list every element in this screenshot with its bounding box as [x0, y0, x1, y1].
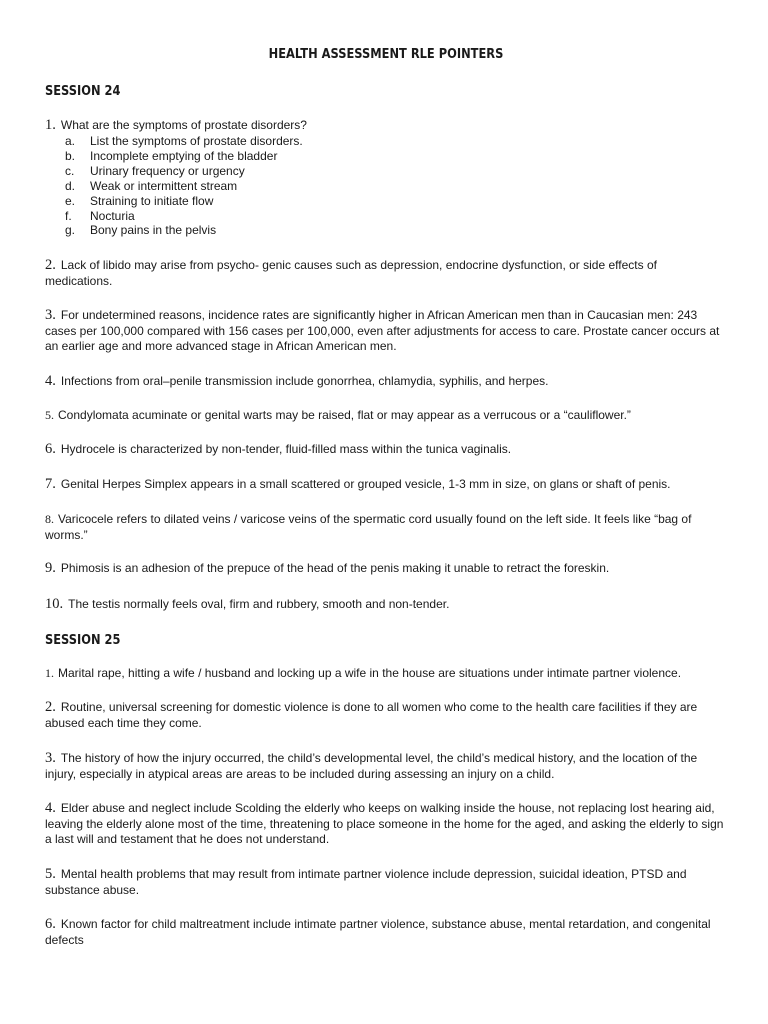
- list-letter: g.: [65, 223, 76, 238]
- item-number: 3.: [45, 307, 56, 323]
- list-letter: f.: [65, 208, 72, 223]
- item-text: Marital rape, hitting a wife / husband and locking up a wife in the house are situations under intimate partner violence.: [58, 666, 682, 680]
- list-item: [65, 134, 303, 149]
- item-number: 5.: [45, 408, 54, 422]
- item-number: 7.: [45, 476, 56, 492]
- s24-item-10: [45, 597, 727, 613]
- list-letter: b.: [65, 148, 76, 163]
- item-number: 5.: [45, 866, 56, 882]
- s24-item-1: [45, 118, 727, 134]
- item-text: What are the symptoms of prostate disorders?: [60, 118, 307, 132]
- item-text: Mental health problems that may result from intimate partner violence include depression, suicidal ideation, PTSD and substance abuse.: [45, 867, 687, 897]
- item-text: Infections from oral–penile transmission include gonorrhea, chlamydia, syphilis, and herpes.: [60, 374, 549, 388]
- item-number: 4.: [45, 373, 56, 389]
- list-text: Weak or intermittent stream: [90, 178, 238, 193]
- s25-item-4: [45, 801, 727, 848]
- session-24-heading: SESSION 24: [45, 84, 121, 99]
- list-item: [65, 223, 303, 238]
- s25-item-2: [45, 700, 727, 731]
- list-text: Urinary frequency or urgency: [90, 163, 245, 178]
- item-text: Known factor for child maltreatment include intimate partner violence, substance abuse, mental retardation, and congenital defects: [45, 917, 711, 947]
- list-item: [65, 209, 303, 224]
- item-number: 1.: [45, 666, 54, 680]
- s25-item-5: [45, 867, 727, 898]
- list-text: Straining to initiate flow: [90, 193, 214, 208]
- item-number: 2.: [45, 257, 56, 273]
- item-text: Elder abuse and neglect include Scolding the elderly who keeps on walking inside the house, not replacing lost hearing aid, leaving the elderly alone most of the time, threatening to place someone in the home for the aged, and asking the elderly to sign a last will and testament that he does not understand.: [45, 801, 724, 846]
- item-number: 8.: [45, 512, 54, 526]
- item-text: Genital Herpes Simplex appears in a small scattered or grouped vesicle, 1-3 mm in size, on glans or shaft of penis.: [60, 477, 671, 491]
- session-25-heading: SESSION 25: [45, 633, 121, 648]
- item-number: 4.: [45, 800, 56, 816]
- s24-item-9: [45, 561, 727, 577]
- list-text: Nocturia: [90, 208, 135, 223]
- list-item: [65, 164, 303, 179]
- list-text: Bony pains in the pelvis: [90, 223, 217, 238]
- item-text: For undetermined reasons, incidence rates are significantly higher in African American men than in Caucasian men: 243 cases per 100,000 compared with 156 cases per 100,000, even after adjustments for access to care. Prostate cancer occurs at an earlier age and more advanced stage in African American men.: [45, 308, 720, 353]
- list-text: List the symptoms of prostate disorders.: [90, 134, 303, 148]
- list-item: [65, 149, 303, 164]
- item-number: 10.: [45, 596, 64, 612]
- item-number: 1.: [45, 117, 56, 133]
- item-text: The testis normally feels oval, firm and rubbery, smooth and non-tender.: [68, 597, 450, 611]
- s24-item-3: [45, 308, 727, 355]
- list-letter: d.: [65, 178, 76, 193]
- item-text: Phimosis is an adhesion of the prepuce of the head of the penis making it unable to retract the foreskin.: [60, 561, 610, 575]
- list-letter: c.: [65, 163, 75, 178]
- s24-item-5: [45, 408, 727, 424]
- item-text: Hydrocele is characterized by non-tender, fluid-filled mass within the tunica vaginalis.: [60, 442, 512, 456]
- list-text: Incomplete emptying of the bladder: [90, 148, 278, 163]
- item-text: Condylomata acuminate or genital warts may be raised, flat or may appear as a verrucous or a “cauliflower.”: [58, 408, 631, 422]
- s24-item-7: [45, 477, 727, 493]
- item-text: Lack of libido may arise from psycho- genic causes such as depression, endocrine dysfunction, or side effects of medications.: [45, 258, 657, 288]
- s24-symptom-list: [65, 134, 303, 238]
- document-title: HEALTH ASSESSMENT RLE POINTERS: [268, 47, 504, 62]
- s25-item-3: [45, 751, 727, 782]
- list-letter: a.: [65, 134, 76, 148]
- list-letter: e.: [65, 193, 76, 208]
- s24-item-8: [45, 512, 727, 543]
- s24-item-6: [45, 442, 727, 458]
- item-number: 3.: [45, 750, 56, 766]
- item-number: 6.: [45, 916, 56, 932]
- item-text: The history of how the injury occurred, the child’s developmental level, the child’s medical history, and the location of the injury, especially in atypical areas are areas to be included during assessing an injury on a child.: [45, 751, 698, 781]
- s25-item-1: [45, 666, 727, 682]
- s25-item-6: [45, 917, 727, 948]
- item-text: Routine, universal screening for domestic violence is done to all women who come to the health care facilities if they are abused each time they come.: [45, 700, 698, 730]
- item-number: 2.: [45, 699, 56, 715]
- item-number: 6.: [45, 441, 56, 457]
- item-text: Varicocele refers to dilated veins / varicose veins of the spermatic cord usually found on the left side. It feels like “bag of worms.”: [45, 512, 692, 542]
- s24-item-2: [45, 258, 727, 289]
- list-item: [65, 179, 303, 194]
- item-number: 9.: [45, 560, 56, 576]
- s24-item-4: [45, 374, 727, 390]
- list-item: [65, 194, 303, 209]
